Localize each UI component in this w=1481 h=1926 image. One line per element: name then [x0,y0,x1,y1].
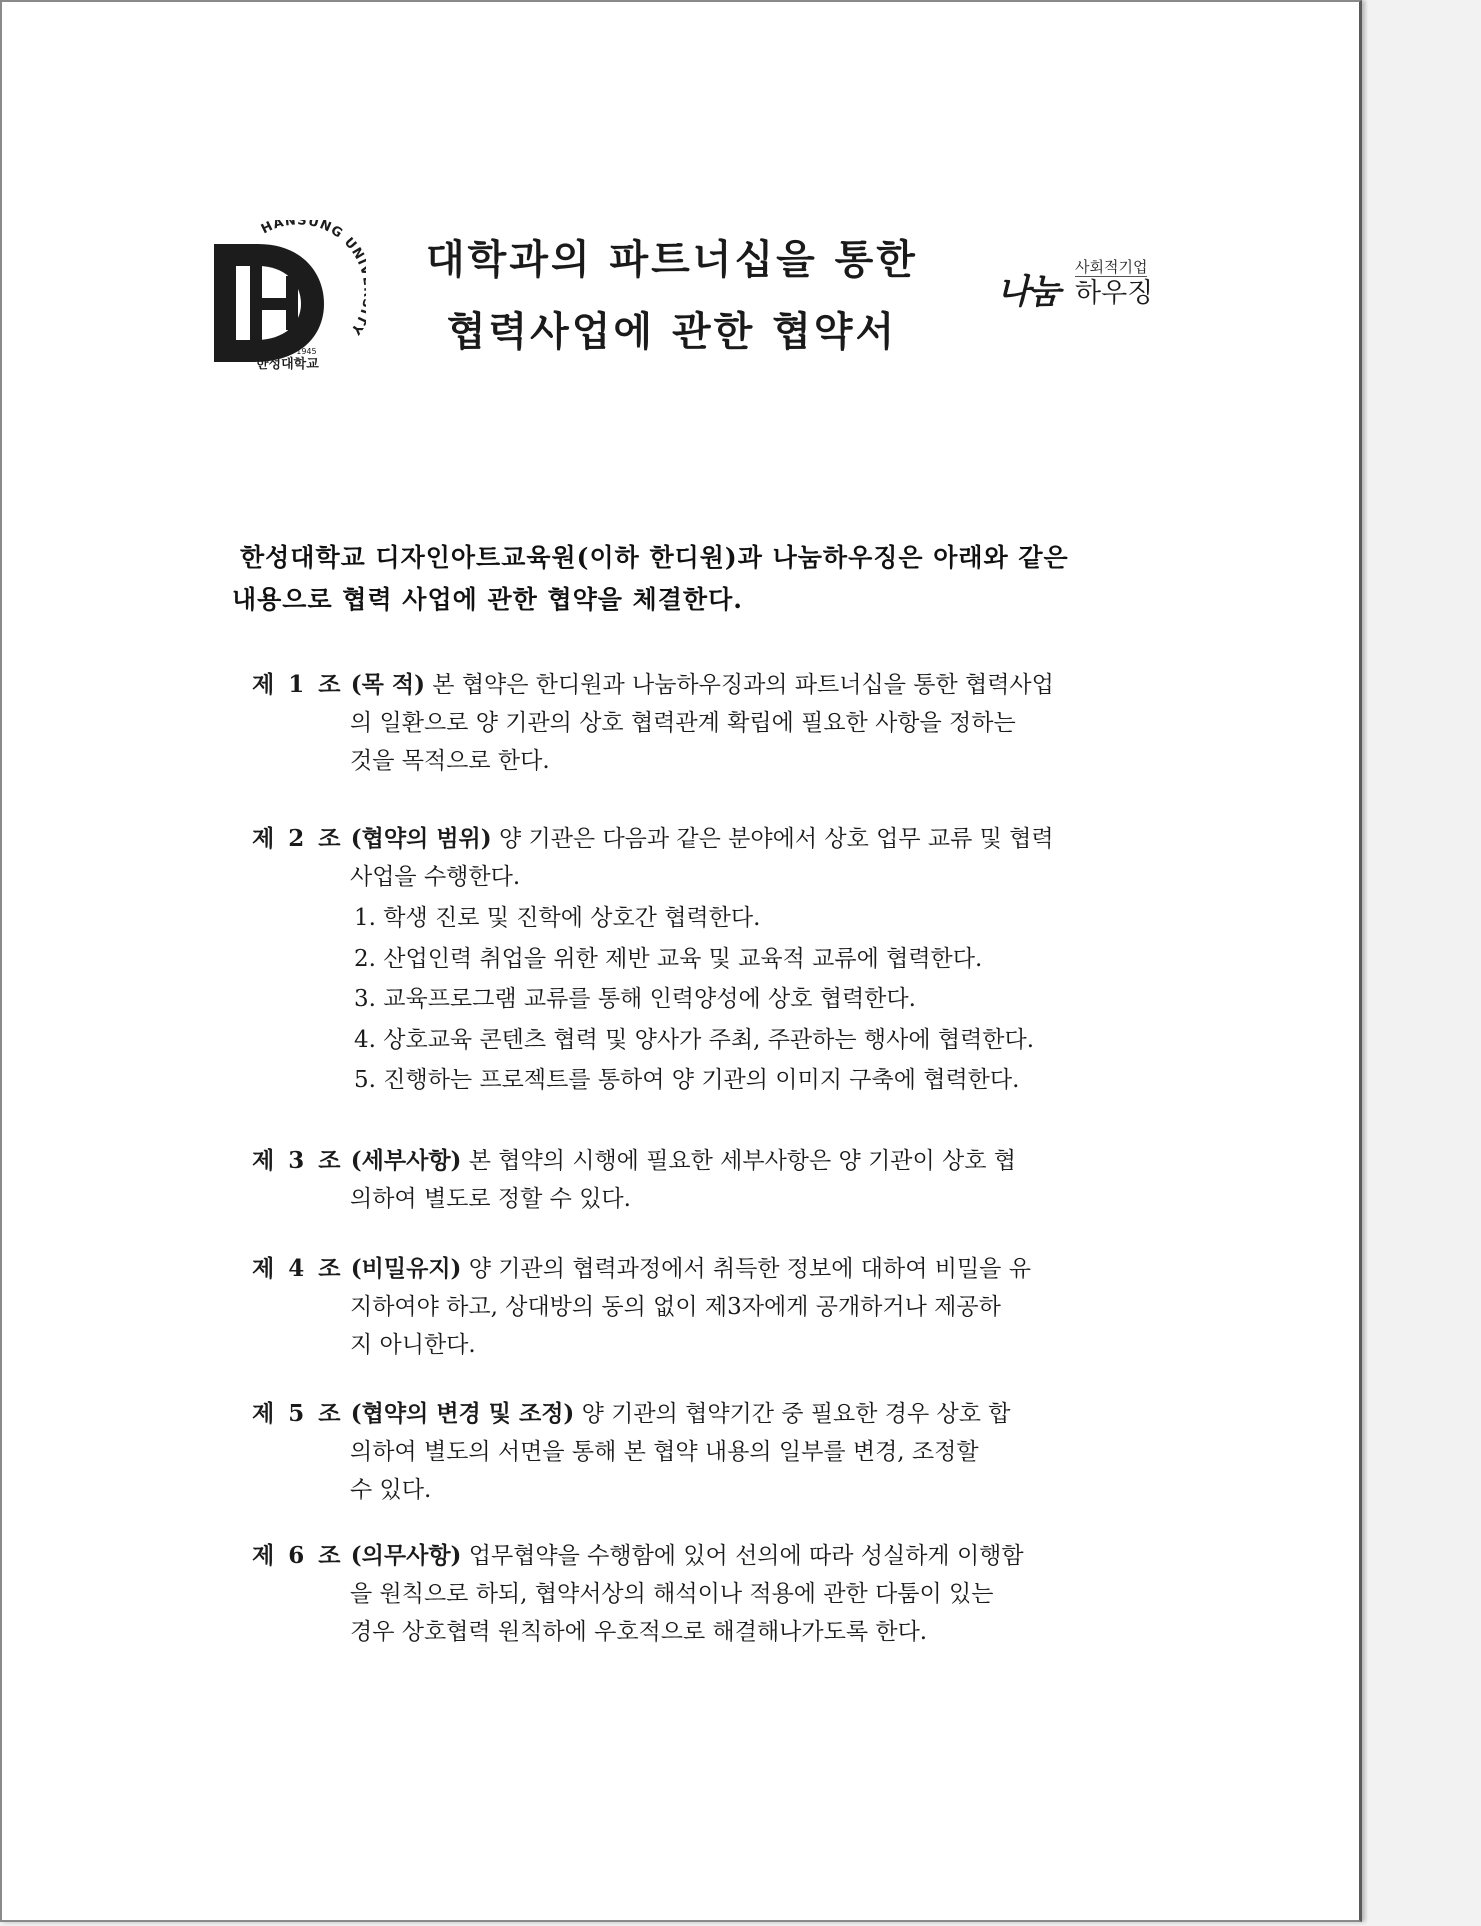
article-6-first-text: 업무협약을 수행함에 있어 선의에 따라 성실하게 이행함 [461,1543,1024,1569]
article-4-line-2: 지하여야 하고, 상대방의 동의 없이 제3자에게 공개하거나 제공하 [350,1294,1001,1320]
article-4 [252,1250,1142,1364]
hansung-since-text: Since 1945 [272,347,317,356]
intro-line-2: 내용으로 협력 사업에 관한 협약을 체결한다. [232,585,743,614]
article-5 [252,1395,1142,1509]
list-item: 1. 학생 진로 및 진학에 상호간 협력한다. [354,905,761,931]
article-3-heading: (세부사항) [350,1147,462,1174]
article-4-heading: (비밀유지) [350,1255,462,1282]
article-6-number: 제 6 조 [252,1542,344,1569]
hansung-ring-text: HANSUNG UN Y [258,220,366,338]
list-item: 3. 교육프로그램 교류를 통해 인력양성에 상호 협력한다. [354,986,916,1012]
article-1-first-text: 본 협약은 한디원과 나눔하우징과의 파트너십을 통한 협력사업 [425,672,1054,698]
hansung-logo-icon [206,220,366,370]
article-3-line-2: 의하여 별도로 정할 수 있다. [350,1186,631,1212]
article-6 [252,1537,1142,1651]
hansung-korean-text: 한성대학교 [256,357,319,370]
article-4-first-line [252,1250,1142,1288]
article-2-item-list [252,898,1142,1101]
article-3 [252,1142,1142,1218]
title-line-2: 협력사업에 관한 협약서 [446,309,898,355]
article-5-line-3: 수 있다. [350,1477,432,1503]
document-title [372,224,972,368]
article-6-heading: (의무사항) [350,1542,462,1569]
article-5-first-text: 양 기관의 협약기간 중 필요한 경우 상호 합 [574,1401,1011,1427]
article-4-line-3: 지 아니한다. [350,1332,476,1358]
article-5-first-line [252,1395,1142,1433]
article-1-line-3: 것을 목적으로 한다. [350,748,550,774]
nanum-logo-brand: 나눔 [997,272,1059,312]
article-6-line-3: 경우 상호협력 원칙하에 우호적으로 해결해나가도록 한다. [350,1619,928,1645]
nanum-logo-sub: 하우징 [1075,278,1154,309]
article-6-line-2: 을 원칙으로 하되, 협약서상의 해석이나 적용에 관한 다툼이 있는 [350,1581,994,1607]
article-2-number: 제 2 조 [252,825,344,852]
article-2-first-text: 양 기관은 다음과 같은 분야에서 상호 업무 교류 및 협력 [491,826,1054,852]
article-4-number: 제 4 조 [252,1255,344,1282]
intro-paragraph [232,537,1140,621]
article-2-first-line [252,820,1142,858]
article-3-first-text: 본 협약의 시행에 필요한 세부사항은 양 기관이 상호 협 [461,1148,1017,1174]
intro-line-1: 한성대학교 디자인아트교육원(이하 한디원)과 나눔하우징은 아래와 같은 [240,543,1069,572]
nanum-logo-tag: 사회적기업 [1075,258,1148,276]
nanum-housing-logo [997,256,1167,316]
article-1-line-2: 의 일환으로 양 기관의 상호 협력관계 확립에 필요한 사항을 정하는 [350,710,1016,736]
article-2-heading: (협약의 범위) [350,825,492,852]
article-1-heading: (목 적) [350,671,425,698]
article-5-heading: (협약의 변경 및 조정) [350,1400,575,1427]
article-3-first-line [252,1142,1142,1180]
list-item: 4. 상호교육 콘텐츠 협력 및 양사가 주최, 주관하는 행사에 협력한다. [354,1026,1035,1053]
article-6-first-line [252,1537,1142,1575]
article-1-number: 제 1 조 [252,671,344,698]
title-line-1: 대학과의 파트너십을 통한 [426,237,918,283]
list-item: 2. 산업인력 취업을 위한 제반 교육 및 교육적 교류에 협력한다. [354,945,983,972]
article-5-line-2: 의하여 별도의 서면을 통해 본 협약 내용의 일부를 변경, 조정할 [350,1439,979,1465]
article-4-first-text: 양 기관의 협력과정에서 취득한 정보에 대하여 비밀을 유 [461,1256,1031,1282]
article-2-line-2: 사업을 수행한다. [350,864,521,890]
hansung-university-logo [206,220,366,370]
article-1-first-line [252,666,1142,704]
article-1 [252,666,1142,780]
article-5-number: 제 5 조 [252,1400,344,1427]
article-2 [252,820,1142,1101]
article-3-number: 제 3 조 [252,1147,344,1174]
list-item: 5. 진행하는 프로젝트를 통하여 양 기관의 이미지 구축에 협력한다. [354,1067,1020,1093]
